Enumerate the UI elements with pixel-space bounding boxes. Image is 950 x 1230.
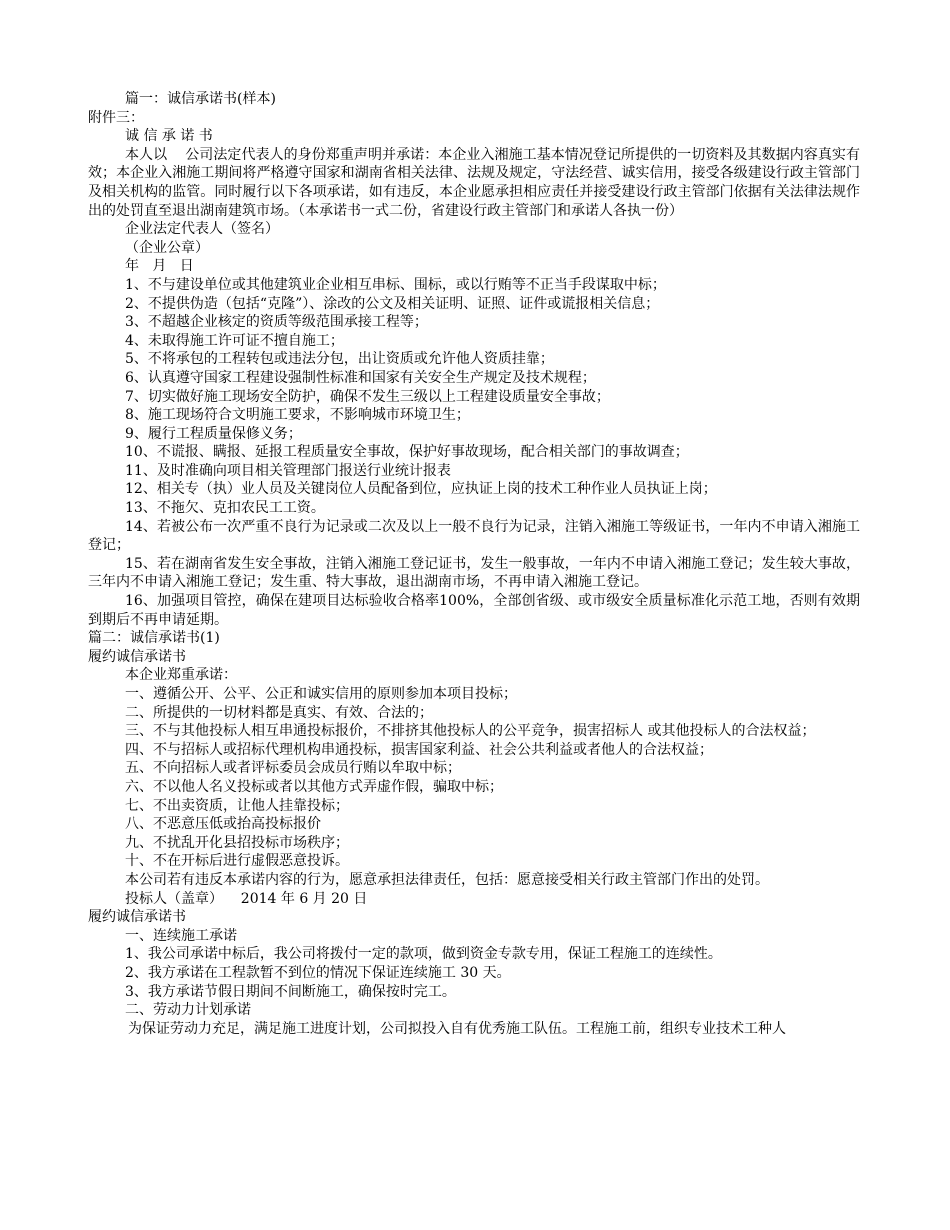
doc-line: 一、遵循公开、公平、公正和诚实信用的原则参加本项目投标； — [125, 686, 517, 702]
doc-line: 履约诚信承诺书 — [88, 909, 186, 926]
doc-line: 为保证劳动力充足，满足施工进度计划，公司拟投入自有优秀施工队伍。工程施工前，组织专业技术工种人 — [128, 1020, 786, 1037]
doc-line: 7、切实做好施工现场安全防护，确保不发生三级以上工程建设质量安全事故； — [125, 388, 610, 405]
doc-line: 本企业郑重承诺： — [125, 667, 237, 684]
doc-line: 4、未取得施工许可证不擅自施工； — [125, 332, 344, 349]
doc-line: 12、相关专（执）业人员及关键岗位人员配备到位，应执证上岗的技术工种作业人员执证上岗； — [125, 481, 717, 498]
doc-line: 3、我方承诺节假日期间不间断施工，确保按时完工。 — [125, 983, 456, 1000]
doc-line: （企业公章） — [125, 239, 209, 256]
doc-line: 三、不与其他投标人相互串通投标报价，不排挤其他投标人的公平竞争，损害招标人 或其他投标人的合法权益； — [125, 723, 816, 740]
doc-line: 七、不出卖资质，让他人挂靠投标； — [125, 797, 349, 814]
doc-line: 6、认真遵守国家工程建设强制性标准和国家有关安全生产规定及技术规程； — [125, 369, 596, 386]
doc-line: 诚 信 承 诺 书 — [125, 128, 213, 145]
doc-line: 5、不将承包的工程转包或违法分包，出让资质或允许他人资质挂靠； — [125, 351, 554, 368]
doc-line: 1、不与建设单位或其他建筑业企业相互串标、围标，或以行贿等不正当手段谋取中标； — [125, 276, 666, 293]
doc-line: 投标人（盖章） 2014 年 6 月 20 日 — [125, 890, 368, 907]
doc-line: 附件三： — [88, 109, 144, 126]
doc-line: 13、不拖欠、克扣农民工工资。 — [125, 500, 325, 517]
doc-line: 履约诚信承诺书 — [88, 648, 186, 665]
doc-line: 八、不恶意压低或抬高投标报价 — [125, 816, 321, 833]
doc-line: 16、加强项目管控，确保在建项目达标验收合格率100%，全部创省级、或市级安全质量标准化示范工地，否则有效期到期后不再申请延期。 — [88, 593, 860, 628]
doc-line: 篇二：诚信承诺书(1) — [88, 630, 220, 647]
doc-line: 六、不以他人名义投标或者以其他方式弄虚作假，骗取中标； — [125, 778, 503, 795]
doc-line: 四、不与招标人或招标代理机构串通投标，损害国家利益、社会公共利益或者他人的合法权益； — [125, 741, 713, 758]
doc-line: 九、不扰乱开化县招投标市场秩序； — [125, 834, 349, 851]
doc-line: 一、连续施工承诺 — [125, 927, 237, 944]
doc-line: 篇一：诚信承诺书(样本) — [125, 91, 276, 107]
doc-line: 二、所提供的一切材料都是真实、有效、合法的； — [125, 704, 433, 721]
doc-line: 十、不在开标后进行虚假恶意投诉。 — [125, 853, 349, 870]
doc-line: 2、我方承诺在工程款暂不到位的情况下保证连续施工 30 天。 — [125, 964, 511, 981]
doc-line: 本公司若有违反本承诺内容的行为，愿意承担法律责任，包括：愿意接受相关行政主管部门作出的处罚。 — [125, 871, 769, 888]
doc-line: 企业法定代表人（签名） — [125, 221, 279, 238]
doc-line: 9、履行工程质量保修义务； — [125, 425, 302, 442]
doc-line: 14、若被公布一次严重不良行为记录或二次及以上一般不良行为记录，注销入湘施工等级证书，一年内不申请入湘施工登记； — [88, 518, 860, 554]
doc-line: 11、及时准确向项目相关管理部门报送行业统计报表 — [125, 462, 451, 479]
doc-line: 本人以 公司法定代表人的身份郑重声明并承诺：本企业入湘施工基本情况登记所提供的一切资料及其数据内容真实有效；本企业入湘施工期间将严格遵守国家和湖南省相关法律、法规及规定，守法经营、诚实信用，接受各级建设行政主管部门及相关机构的监管。同时履行以下各项承诺，如有违反，本企业愿承担相应责任并接受建设行政主管部门依据有关法律法规作出的处罚直至退出湖南建筑市场。（本承诺书一式二份，省建设行政主管部门和承诺人各执一份） — [88, 146, 860, 219]
doc-line: 年 月 日 — [125, 258, 194, 275]
doc-line: 3、不超越企业核定的资质等级范围承接工程等； — [125, 314, 428, 331]
doc-line: 2、不提供伪造（包括“克隆”）、涂改的公文及相关证明、证照、证件或谎报相关信息； — [125, 295, 660, 312]
doc-line: 五、不向招标人或者评标委员会成员行贿以牟取中标； — [125, 760, 461, 777]
document-body — [88, 90, 860, 1038]
doc-line: 1、我公司承诺中标后，我公司将拨付一定的款项，做到资金专款专用，保证工程施工的连续性。 — [125, 946, 722, 963]
doc-line: 8、施工现场符合文明施工要求，不影响城市环境卫生； — [125, 407, 470, 424]
doc-line: 15、若在湖南省发生安全事故，注销入湘施工登记证书，发生一般事故，一年内不申请入湘施工登记；发生较大事故，三年内不申请入湘施工登记；发生重、特大事故，退出湖南市场，不再申请入湘施工登记。 — [88, 555, 860, 591]
doc-line: 10、不谎报、瞒报、延报工程质量安全事故，保护好事故现场，配合相关部门的事故调查； — [125, 444, 689, 461]
doc-line: 二、劳动力计划承诺 — [125, 1002, 251, 1019]
